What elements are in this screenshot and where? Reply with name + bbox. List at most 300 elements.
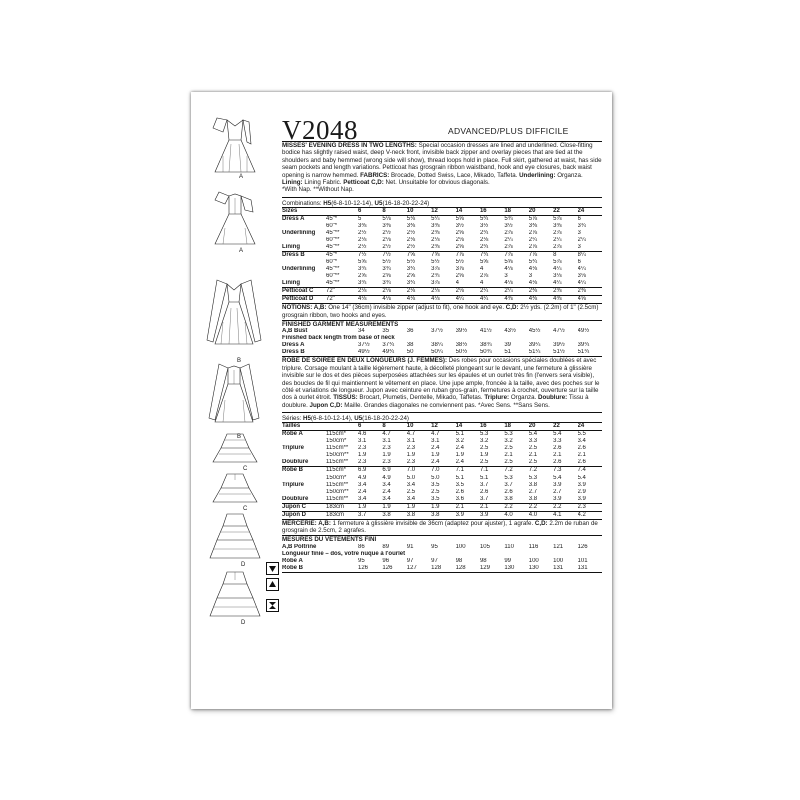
yardage-value: 3.4 [406,495,416,502]
fabric-width: 45"** [326,280,340,287]
length-value: 51¾ [577,349,590,356]
yardage-value: 2.2 [553,503,577,511]
length-value: 39½ [553,342,565,349]
yardage-value: 3.4 [358,481,367,488]
yardage-value: 3.1 [358,438,367,445]
yardage-value: 3.9 [577,495,586,502]
bust-value: 41½ [479,328,492,335]
yardage-item-name [282,259,326,266]
yardage-value: 5¾ [479,216,489,223]
yardage-value: 5⅝ [455,216,464,223]
yardage-value: 2.3 [406,459,416,466]
yardage-value: 7⅝ [431,252,455,260]
yardage-value: 4¼ [577,280,586,287]
yardage-value: 7.3 [553,467,577,475]
yardage-value: 5½ [455,259,464,266]
yardage-value: 3.5 [455,481,464,488]
length-value: 97 [431,557,438,564]
yardage-value: 4¼ [553,266,562,273]
yardage-value: 3.2 [479,438,489,445]
bust-value: 121 [553,543,564,550]
yardage-value: 3⅞ [431,266,440,273]
finished-measurements-table-en [282,328,602,356]
yardage-value: 2⅛ [358,288,382,296]
yardage-item-name: Petticoat C [282,288,326,296]
yardage-row [282,280,602,288]
yardage-value: 3 [577,244,581,251]
view-label: D [241,620,246,626]
yardage-value: 7⅞ [529,252,553,260]
yardage-value: 3.7 [358,511,382,519]
size-cell: 20 [529,208,553,216]
length-value: 51¼ [528,349,541,356]
size-cell: 6 [358,423,382,431]
yardage-value: 3⅛ [553,273,562,280]
length-item-name: Dress B [282,349,305,356]
size-cell: 12 [431,208,455,216]
yardage-value: 2⅛ [358,237,367,244]
yardage-value: 2½ [382,230,391,237]
yardage-value: 2⅞ [479,273,489,280]
yardage-value: 3.8 [504,495,513,502]
length-value: 128 [455,564,466,571]
yardage-value: 3.4 [358,495,367,502]
yardage-value: 3.1 [406,438,416,445]
view-label: B [237,434,242,440]
yardage-value: 5.3 [504,431,513,438]
yardage-row [282,273,602,280]
yardage-value: 7.0 [407,467,431,475]
yardage-value: 4.0 [529,511,553,519]
yardage-value: 2.1 [528,452,538,459]
yardage-value: 2⅛ [431,237,440,244]
yardage-value: 3.9 [577,481,586,488]
yardage-table-fr [282,422,602,518]
yardage-value: 7⅞ [456,252,480,260]
yardage-value: 4⅛ [407,296,431,304]
yardage-value: 2.9 [577,488,586,495]
notions-fr: MERCERIE: A,B: 1 fermeture à glissière invisible de 36cm (adaptez pour ajuster), 1 agrafe. C,D: 2.2m de ruban de grosgrain de 2.5cm, 2 agrafes. [282,519,602,535]
sizes-header-row [282,423,602,431]
yardage-value: 2¼ [577,237,586,244]
yardage-value: 5.1 [455,431,464,438]
length-indicator-icons [266,562,280,615]
yardage-value: 1.9 [431,452,440,459]
yardage-value: 2¾ [431,273,440,280]
size-cell: 10 [407,208,431,216]
yardage-value: 2⅝ [455,230,464,237]
bust-value: 116 [528,543,539,550]
yardage-value: 4¼ [456,296,480,304]
bust-row [282,544,602,551]
yardage-value: 5½ [382,259,391,266]
yardage-value: 2¼ [504,237,513,244]
size-cell: 24 [578,208,602,216]
size-cell: 6 [358,208,382,216]
yardage-value: 2.5 [406,488,416,495]
yardage-value: 3¾ [358,266,367,273]
arrow-down-icon [266,562,279,575]
yardage-value: 2⅛ [382,237,391,244]
bust-value: 86 [358,543,365,550]
yardage-value: 5⅞ [553,216,562,223]
length-row [282,342,602,349]
yardage-row [282,467,602,475]
yardage-value: 3¾ [406,280,416,287]
fabric-width: 115cm* [326,467,358,475]
yardage-value: 3.9 [480,511,504,519]
yardage-value: 2½ [358,230,367,237]
yardage-value: 2.5 [479,459,489,466]
length-value: 99 [504,557,512,564]
difficulty-level: ADVANCED/PLUS DIFFICILE [448,126,569,136]
yardage-value: 2.2 [529,503,553,511]
length-row [282,565,602,572]
yardage-item-name: Jupon D [282,511,326,519]
yardage-item-name: Underlining [282,230,316,237]
yardage-item-name: Petticoat D [282,296,326,304]
yardage-value: 2⅞ [553,230,562,237]
bust-value: 126 [577,543,588,550]
yardage-value: 2.6 [504,488,513,495]
yardage-value: 7¾ [480,252,504,260]
yardage-item-name: Robe A [282,431,303,438]
bust-value: 91 [406,543,414,550]
length-value: 131 [553,564,564,571]
yardage-item-name: Dress A [282,216,305,223]
yardage-value: 3.8 [431,511,455,519]
fabric-width: 72" [326,296,358,304]
length-value: 95 [358,557,365,564]
yardage-value: 4 [455,280,459,287]
bust-value: 49½ [577,328,590,335]
bust-value: 36 [406,328,414,335]
drawing-view-b-back [203,360,263,440]
yardage-value: 4¼ [577,266,586,273]
yardage-value: 5.4 [528,431,538,438]
fabric-width: 150cm* [326,438,347,445]
fabric-width: 45"* [326,252,358,260]
length-value: 38¼ [431,342,443,349]
length-value: 51 [504,349,512,356]
view-label: A [239,248,244,254]
yardage-value: 2.2 [504,503,528,511]
arrow-up-icon [266,578,279,591]
length-value: 97 [406,557,414,564]
length-item-name: Robe A [282,557,303,564]
length-value: 128 [431,564,442,571]
yardage-value: 6.9 [382,467,406,475]
bust-label: A,B Poltrine [282,543,317,550]
yardage-value: 5.3 [528,474,538,481]
yardage-value: 2⅞ [504,230,513,237]
yardage-value: 2.6 [577,445,586,452]
size-cell: 24 [578,423,602,431]
yardage-value: 2.6 [553,459,562,466]
yardage-row [282,216,602,224]
yardage-value: 2¾ [479,230,489,237]
yardage-row [282,445,602,452]
bust-value: 37½ [431,328,443,335]
yardage-value: 1.9 [382,452,391,459]
length-value: 49¾ [382,349,395,356]
sizes-label: Tailles [282,423,326,431]
yardage-value: 4 [479,280,484,287]
yardage-value: 3.8 [528,495,538,502]
drawing-view-d-back [207,570,267,626]
yardage-value: 5¾ [504,216,513,223]
view-label: A [239,174,244,180]
yardage-value: 3¾ [382,266,391,273]
yardage-value: 2¼ [504,288,528,296]
yardage-item-name [282,237,326,244]
bust-value: 95 [431,543,438,550]
fabric-width: 183cm [326,503,358,511]
yardage-value: 5.1 [455,474,464,481]
yardage-value: 5.5 [577,431,586,438]
fabric-width: 150cm** [326,452,349,459]
length-value: 38¾ [479,342,492,349]
yardage-value: 3.6 [455,495,464,502]
yardage-value: 1.9 [479,452,489,459]
size-cell: 14 [456,423,480,431]
size-cell: 18 [504,208,528,216]
yardage-value: 2⅜ [578,288,602,296]
drawing-view-c-front [209,432,269,472]
size-cell: 16 [480,208,504,216]
yardage-value: 6 [577,216,581,223]
yardage-value: 3.7 [504,481,513,488]
bust-label: A,B Bust [282,328,308,335]
yardage-value: 4⅛ [504,280,513,287]
length-value: 131 [577,564,588,571]
yardage-value: 4⅛ [528,280,538,287]
yardage-value: 7½ [358,252,382,260]
yardage-value: 8 [553,252,577,260]
yardage-value: 2.1 [577,452,586,459]
yardage-value: 2.4 [455,445,464,452]
yardage-value: 4.2 [578,511,602,519]
yardage-value: 3.9 [553,495,562,502]
view-label: C [243,466,248,472]
yardage-value: 4.7 [406,431,416,438]
bust-value: 39½ [455,328,468,335]
yardage-value: 3⅜ [358,223,367,230]
yardage-value: 3.5 [431,495,440,502]
yardage-value: 3.7 [479,495,489,502]
yardage-value: 3¾ [382,280,391,287]
yardage-value: 7.2 [529,467,553,475]
view-label: C [243,506,248,512]
yardage-value: 4.6 [358,431,367,438]
pattern-envelope-back [191,92,612,709]
size-combinations-en: Combinations: H5(6-8-10-12-14), U5(16-18-20-22-24) [282,199,430,207]
yardage-value: 3.4 [577,438,586,445]
fabric-width: 60"* [326,259,338,266]
length-value: 37¾ [382,342,395,349]
yardage-value: 5.4 [577,474,586,481]
yardage-row [282,259,602,266]
yardage-value: 3.8 [407,511,431,519]
pattern-number: V2048 [282,115,358,145]
yardage-row [282,459,602,467]
drawing-view-a-front [205,114,265,180]
yardage-value: 2⅛ [479,237,489,244]
description-en: MISSES' EVENING DRESS IN TWO LENGTHS: Special occasion dresses are lined and underlined. Close-fitting bodice has slightly raised waist, deep V-neck front, invisible back zipper and overlay pieces that are tied at the shoulders and baby hemmed (wrong side will show), thread loops hold in place. Full skirt, gathered at waist, has side seam pockets and length variations. Petticoat has grosgrain ribbon waistband, hook and eye closures, back waist opening is narrow hemmed. FABRICS: Brocade, Dotted Swiss, Lace, Mikado, Taffeta. Underlining: Organza. Lining: Lining Fabric. Petticoat C,D: Net. Unsuitable for obvious diagonals. *With Nap. **Without Nap. [282,142,602,194]
bust-value: 47½ [553,328,565,335]
yardage-item-name: Doublure [282,495,309,502]
size-cell: 12 [431,423,455,431]
yardage-value: 2.3 [382,445,391,452]
fabric-width: 150cm* [326,474,347,481]
yardage-table-en [282,207,602,303]
yardage-value: 3½ [455,223,464,230]
yardage-value: 2.4 [382,488,391,495]
yardage-item-name: Lining [282,244,300,251]
yardage-value: 2.5 [504,459,513,466]
yardage-value: 2.6 [455,488,464,495]
yardage-row [282,482,602,489]
yardage-row [282,230,602,237]
back-length-label: Finished back length from base of neck [282,335,395,342]
yardage-value: 5 [358,216,362,223]
yardage-value: 6.9 [358,467,382,475]
yardage-value: 3.4 [382,495,391,502]
yardage-value: 4.0 [504,511,528,519]
yardage-value: 3.4 [406,481,416,488]
fabric-width: 115cm** [326,459,349,466]
yardage-value: 2.6 [577,459,586,466]
yardage-value: 2.3 [578,503,602,511]
yardage-value: 3⅜ [431,223,440,230]
yardage-item-name: Jupon C [282,503,326,511]
yardage-item-name: Triplure [282,445,305,452]
length-value: 39¾ [577,342,590,349]
yardage-row [282,503,602,511]
yardage-value: 2.1 [480,503,504,511]
yardage-value: 7.1 [480,467,504,475]
yardage-value: 2.5 [528,445,538,452]
length-value: 126 [358,564,369,571]
sizes-label: Sizes [282,208,326,216]
yardage-value: 2½ [382,244,391,251]
finished-measurements-title-fr: MESURES DU VÊTEMENTS FINI [282,535,602,543]
bust-value: 35 [382,328,390,335]
length-value: 51½ [553,349,565,356]
yardage-item-name [282,273,326,280]
length-value: 98 [479,557,487,564]
yardage-value: 2⅝ [358,273,367,280]
length-value: 39 [504,342,512,349]
size-cell: 16 [480,423,504,431]
yardage-item-name [282,438,326,445]
yardage-value: 3.9 [553,481,562,488]
yardage-value: 4.7 [382,431,391,438]
yardage-value: 2⅛ [455,237,464,244]
size-cell: 20 [529,423,553,431]
yardage-item-name: Lining [282,280,300,287]
fabric-width: 115cm* [326,431,346,438]
yardage-row [282,237,602,244]
yardage-value: 5.0 [431,474,440,481]
yardage-value: 2.5 [528,459,538,466]
yardage-value: 2.5 [504,445,513,452]
yardage-value: 2½ [358,244,367,251]
yardage-value: 2⅝ [406,273,416,280]
yardage-row [282,452,602,459]
yardage-value: 3.8 [528,481,538,488]
yardage-value: 2½ [406,244,416,251]
length-item-name: Dress A [282,342,305,349]
yardage-value: 2⅜ [529,288,553,296]
yardage-value: 3⅛ [577,273,586,280]
bust-value: 43½ [504,328,517,335]
yardage-value: 3⅜ [406,223,416,230]
yardage-row [282,496,602,504]
length-value: 130 [504,564,515,571]
yardage-value: 2⅛ [456,288,480,296]
yardage-value: 4⅜ [504,296,528,304]
yardage-value: 4 [479,266,484,273]
fabric-width: 45"** [326,244,340,251]
yardage-value: 6 [577,259,581,266]
length-value: 50¾ [479,349,492,356]
length-value: 50½ [455,349,468,356]
yardage-value: 2.7 [528,488,538,495]
length-value: 38½ [455,342,468,349]
yardage-value: 3.3 [553,438,562,445]
yardage-row [282,475,602,482]
yardage-value: 2.3 [358,445,367,452]
yardage-value: 1.9 [431,503,455,511]
fabric-width: 60"** [326,273,340,280]
yardage-value: 3.1 [431,438,440,445]
yardage-value: 5½ [431,259,440,266]
yardage-value: 2.1 [504,452,513,459]
yardage-value: 3.3 [528,438,538,445]
length-value: 127 [406,564,417,571]
yardage-value: 2⅛ [406,237,416,244]
yardage-value: 4⅜ [529,296,553,304]
yardage-value: 5¾ [528,259,538,266]
fabric-width: 115cm** [326,445,349,452]
length-row [282,558,602,565]
yardage-value: 3⅜ [528,223,538,230]
fabric-width: 115cm** [326,495,349,502]
yardage-value: 3.2 [455,438,464,445]
notions-en: NOTIONS: A,B: One 14" (36cm) invisible zipper (adjust to fit), one hook and eye. C,D: 2½ yds. (2.2m) of 1" (2.5cm) grosgrain ribbon, two hooks and eyes. [282,303,602,319]
yardage-value: 5.3 [479,431,489,438]
yardage-value: 2.3 [358,459,367,466]
fabric-width: 45"* [326,216,338,223]
yardage-value: 2⅞ [528,230,538,237]
fabric-width: 150cm** [326,488,349,495]
yardage-row [282,511,602,519]
yardage-row [282,438,602,445]
yardage-value: 3.4 [382,481,391,488]
yardage-value: 2.7 [553,488,562,495]
fabric-width: 60"* [326,223,338,230]
description-fr: ROBE DE SOIRÉE EN DEUX LONGUEURS (J. FEMMES): Des robes pour occasions spéciales doublées et avec triplure. Corsage moulant à taille légèrement haute, à décolleté plongeant sur le devant, une fermeture à glissière invisible sur le dos et des pièces superposées attachées sur les épaules et un ourlet très fin (l'envers sera visible), des boucles de fil qui maintiennent le vêtement en place. Une jupe ample, froncée à la taille, avec des poches sur le côté et variations de longueur. Jupon avec ceinture en ruban gros-grain, fermetures à crochet, ouverture sur la taille dos à ourlet étroit. TISSUS: Brocart, Plumetis, Dentelle, Mikado, Taffetas. Triplure: Organza. Doublure: Tissu à doublure. Jupon C,D: Maille. Grandes diagonales ne conviennent pas. *Avec Sens. **Sans Sens. [282,357,600,409]
yardage-value: 3½ [504,223,513,230]
yardage-value: 4⅛ [431,296,455,304]
drawing-view-a-back [205,188,265,254]
yardage-value: 2.1 [456,503,480,511]
yardage-value: 3 [528,273,533,280]
yardage-value: 5⅞ [553,259,562,266]
yardage-value: 2.3 [382,459,391,466]
yardage-value: 1.9 [407,503,431,511]
